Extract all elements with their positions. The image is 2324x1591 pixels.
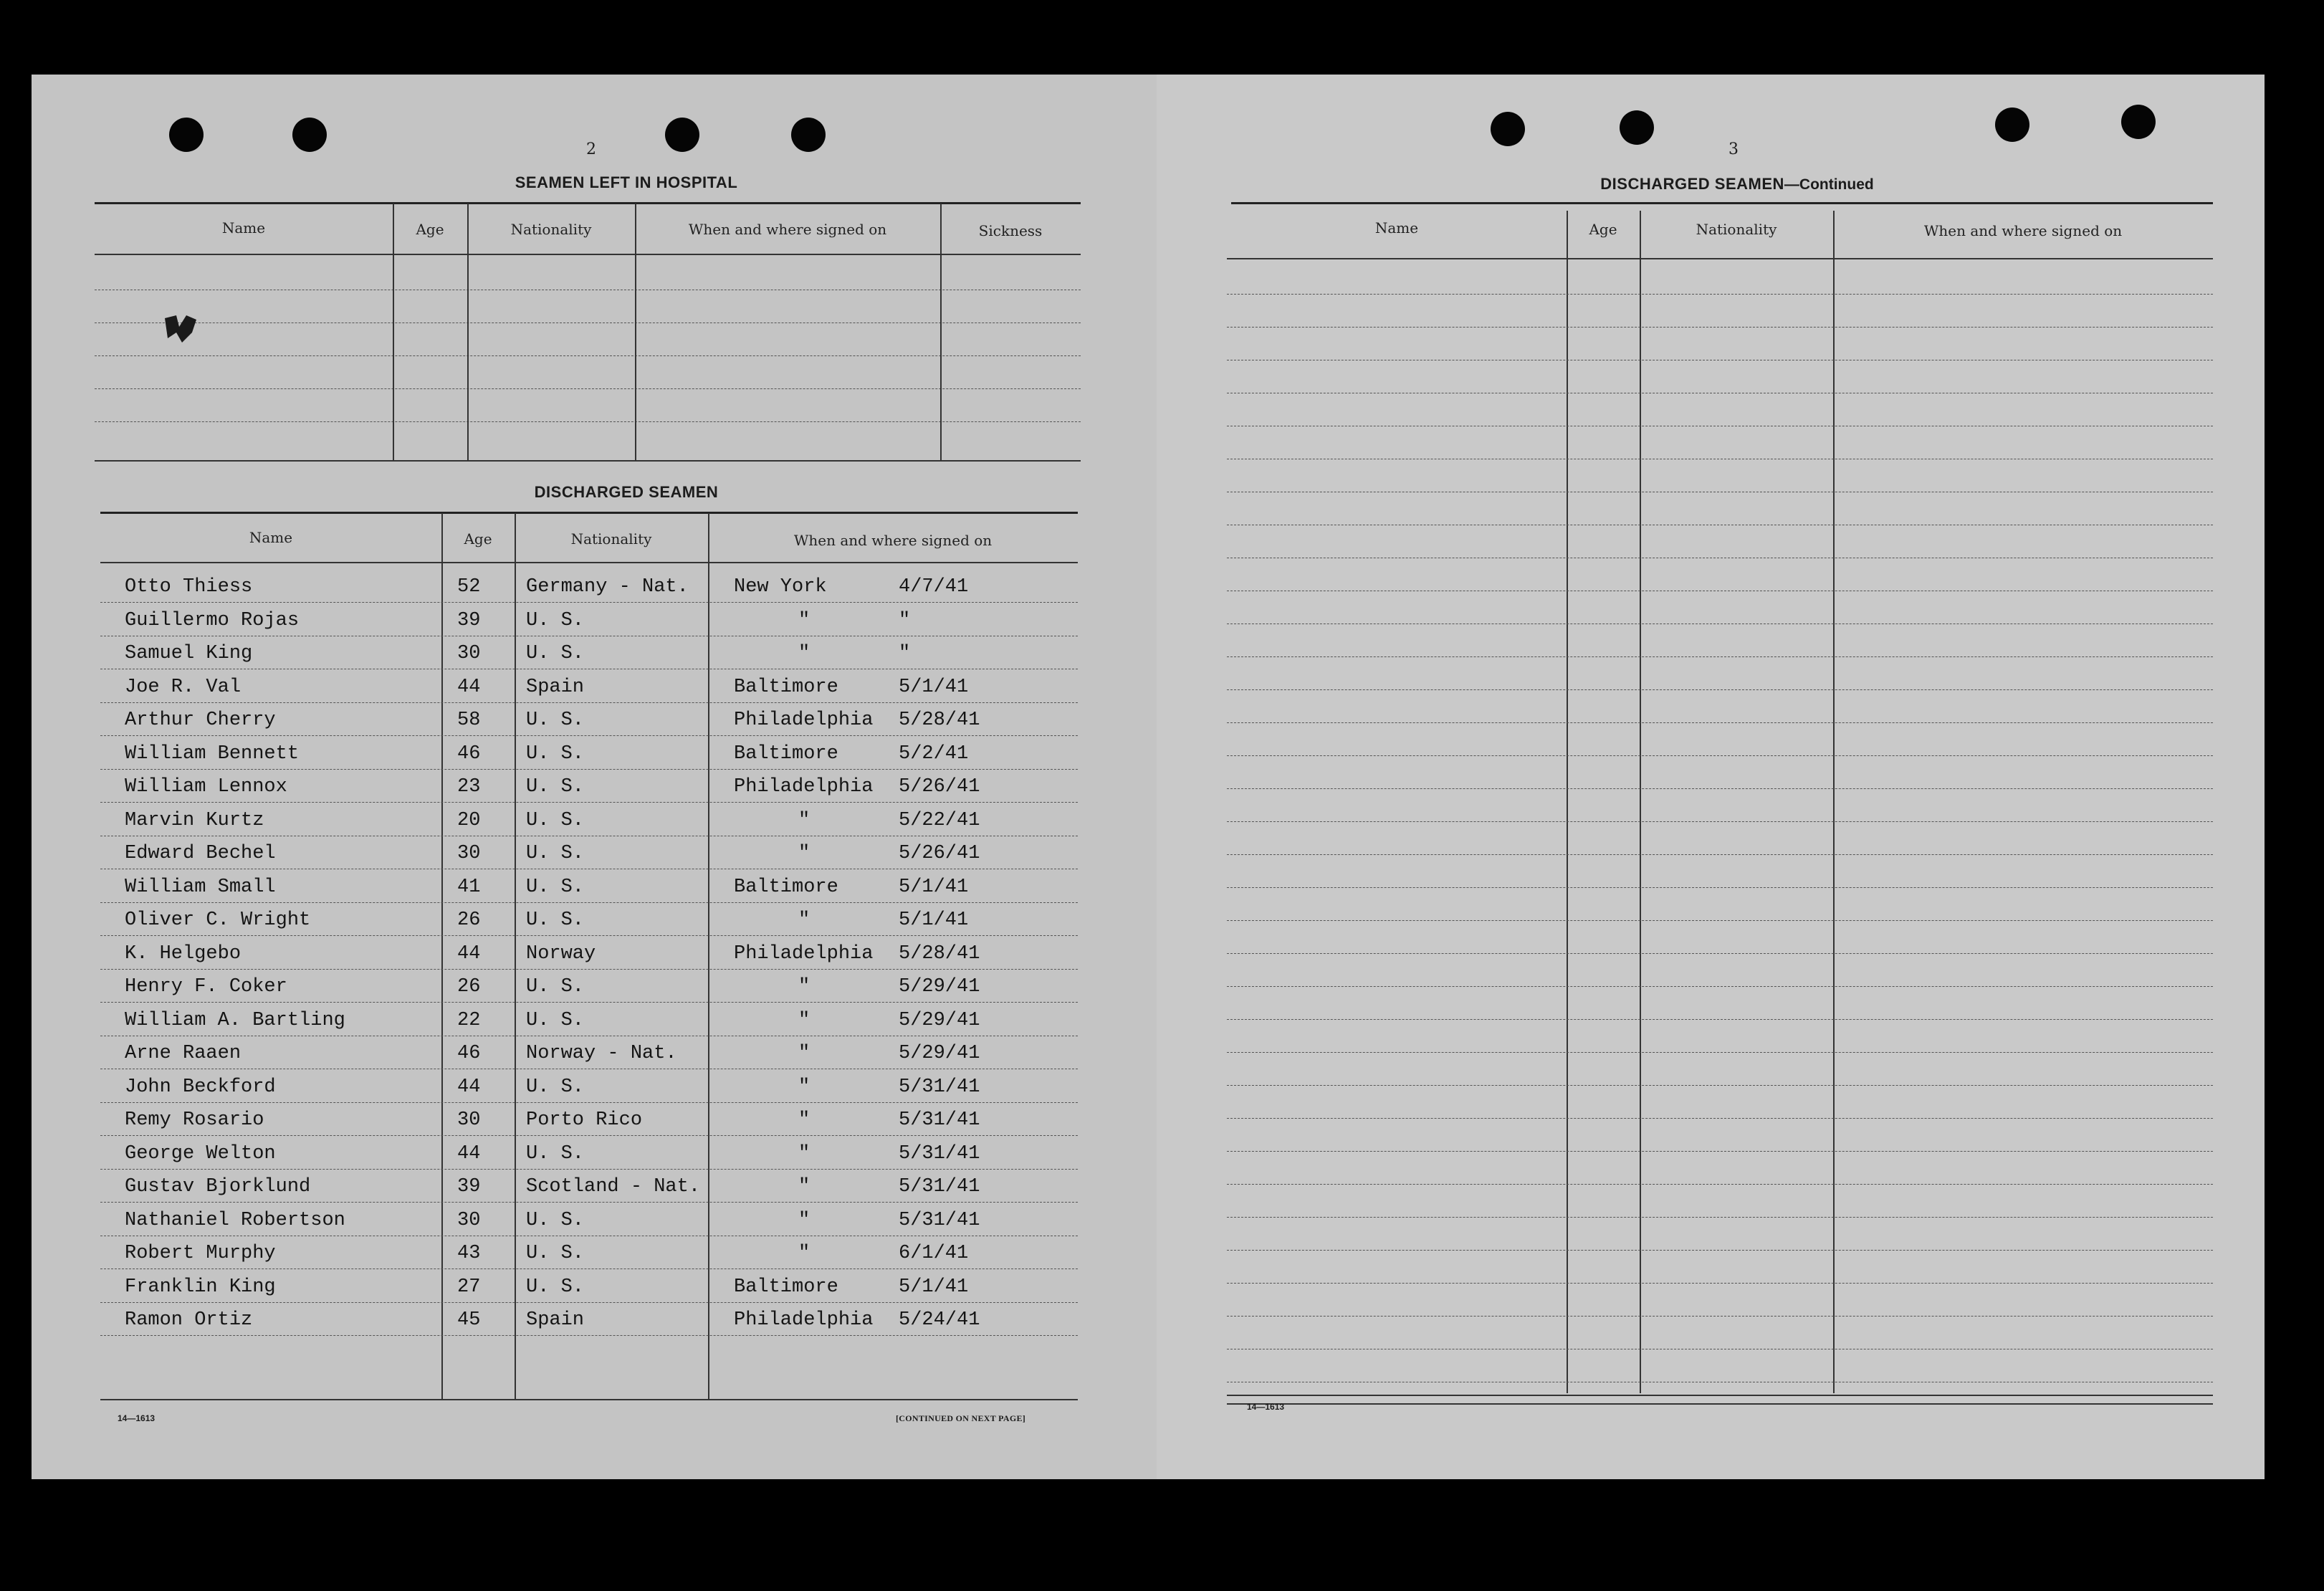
signed-on-place: "	[798, 1109, 810, 1131]
row-line	[1227, 788, 2213, 789]
form-code: 14—1613	[118, 1413, 156, 1423]
continued-col-signed-on: When and where signed on	[1923, 222, 2123, 239]
seaman-name: William Lennox	[125, 776, 287, 798]
signed-on-date: "	[899, 643, 911, 664]
seaman-name: Otto Thiess	[125, 576, 253, 598]
signed-on-place: "	[798, 1143, 810, 1165]
row-line	[1227, 1217, 2213, 1218]
punch-hole	[1620, 110, 1654, 145]
seaman-nationality: Porto Rico	[526, 1109, 643, 1131]
hospital-col-signed-on: When and where signed on	[688, 221, 887, 238]
seaman-nationality: U. S.	[526, 776, 585, 798]
seaman-nationality: Spain	[526, 1309, 585, 1331]
continued-col-name: Name	[1374, 219, 1419, 236]
seaman-name: Gustav Bjorklund	[125, 1176, 311, 1198]
signed-on-place: "	[798, 1176, 810, 1198]
seaman-age: 30	[457, 1210, 481, 1231]
seaman-name: Nathaniel Robertson	[125, 1210, 345, 1231]
seaman-nationality: U. S.	[526, 1143, 585, 1165]
signed-on-date: 5/1/41	[899, 876, 969, 898]
seaman-nationality: U. S.	[526, 1243, 585, 1264]
seaman-age: 45	[457, 1309, 481, 1331]
seaman-name: Joe R. Val	[125, 677, 242, 698]
seaman-nationality: U. S.	[526, 1010, 585, 1031]
title-continued: —Continued	[1784, 176, 1874, 193]
signed-on-place: Baltimore	[734, 743, 838, 765]
seaman-nationality: Norway	[526, 943, 596, 965]
hospital-col-age: Age	[416, 221, 444, 238]
discharged-continued-title	[1458, 175, 2017, 194]
seaman-name: Ramon Ortiz	[125, 1309, 253, 1331]
seaman-age: 44	[457, 1143, 481, 1165]
seaman-age: 22	[457, 1010, 481, 1031]
seaman-name: Arthur Cherry	[125, 710, 276, 731]
row-line	[1227, 656, 2213, 657]
seaman-name: Arne Raaen	[125, 1043, 242, 1064]
row-line	[1227, 1085, 2213, 1086]
seaman-name: William Bennett	[125, 743, 300, 765]
signed-on-place: Philadelphia	[734, 1309, 874, 1331]
signed-on-place: Baltimore	[734, 1276, 838, 1298]
hospital-col-name: Name	[221, 219, 266, 236]
seaman-nationality: Norway - Nat.	[526, 1043, 677, 1064]
signed-on-date: "	[899, 610, 911, 631]
seaman-age: 46	[457, 743, 481, 765]
seaman-age: 30	[457, 843, 481, 864]
hospital-col-nationality: Nationality	[510, 221, 592, 238]
seaman-nationality: U. S.	[526, 610, 585, 631]
seaman-name: K. Helgebo	[125, 943, 242, 965]
signed-on-date: 5/31/41	[899, 1210, 980, 1231]
seaman-nationality: Spain	[526, 677, 585, 698]
signed-on-place: "	[798, 1210, 810, 1231]
seaman-name: Oliver C. Wright	[125, 909, 311, 931]
signed-on-place: "	[798, 843, 810, 864]
seaman-age: 27	[457, 1276, 481, 1298]
row-line	[1227, 1151, 2213, 1152]
discharged-col-age: Age	[464, 530, 492, 548]
seaman-name: Franklin King	[125, 1276, 276, 1298]
row-line	[1227, 1118, 2213, 1119]
discharged-col-signed-on: When and where signed on	[793, 532, 993, 549]
row-line	[1227, 1019, 2213, 1020]
seaman-age: 30	[457, 643, 481, 664]
row-line	[1227, 1250, 2213, 1251]
seaman-age: 39	[457, 1176, 481, 1198]
row-line	[1227, 755, 2213, 756]
signed-on-place: "	[798, 1043, 810, 1064]
seaman-age: 30	[457, 1109, 481, 1131]
signed-on-place: "	[798, 1076, 810, 1098]
signed-on-date: 6/1/41	[899, 1243, 969, 1264]
punch-hole	[665, 118, 699, 152]
seaman-age: 23	[457, 776, 481, 798]
seaman-nationality: U. S.	[526, 843, 585, 864]
seaman-name: George Welton	[125, 1143, 276, 1165]
seaman-nationality: U. S.	[526, 876, 585, 898]
signed-on-place: Philadelphia	[734, 710, 874, 731]
page-number: 3	[1728, 140, 1739, 158]
signed-on-date: 5/28/41	[899, 943, 980, 965]
seaman-name: Henry F. Coker	[125, 976, 287, 998]
discharged-section-title: DISCHARGED SEAMEN	[534, 483, 719, 501]
left-page	[32, 75, 1165, 1479]
row-line	[1227, 920, 2213, 921]
seaman-name: Marvin Kurtz	[125, 810, 264, 831]
row-line	[1227, 1052, 2213, 1053]
seaman-age: 44	[457, 943, 481, 965]
row-line	[1227, 953, 2213, 954]
seaman-nationality: U. S.	[526, 1210, 585, 1231]
seaman-age: 26	[457, 976, 481, 998]
signed-on-date: 4/7/41	[899, 576, 969, 598]
signed-on-place: "	[798, 1243, 810, 1264]
signed-on-date: 5/22/41	[899, 810, 980, 831]
seaman-age: 44	[457, 1076, 481, 1098]
continued-note: [CONTINUED ON NEXT PAGE]	[896, 1413, 1026, 1423]
seaman-age: 41	[457, 876, 481, 898]
punch-hole	[1995, 108, 2029, 142]
hospital-section-title: SEAMEN LEFT IN HOSPITAL	[515, 173, 738, 191]
signed-on-date: 5/31/41	[899, 1176, 980, 1198]
row-line	[1227, 1283, 2213, 1284]
seaman-nationality: U. S.	[526, 643, 585, 664]
seaman-nationality: U. S.	[526, 810, 585, 831]
seaman-name: Robert Murphy	[125, 1243, 276, 1264]
seaman-age: 58	[457, 710, 481, 731]
signed-on-date: 5/31/41	[899, 1076, 980, 1098]
seaman-age: 20	[457, 810, 481, 831]
row-line	[1227, 1184, 2213, 1185]
signed-on-date: 5/28/41	[899, 710, 980, 731]
seaman-age: 44	[457, 677, 481, 698]
seaman-age: 43	[457, 1243, 481, 1264]
seaman-name: Samuel King	[125, 643, 253, 664]
punch-hole	[292, 118, 327, 152]
row-line	[1227, 722, 2213, 723]
seaman-age: 52	[457, 576, 481, 598]
seaman-name: Edward Bechel	[125, 843, 276, 864]
signed-on-place: "	[798, 643, 810, 664]
seaman-name: Guillermo Rojas	[125, 610, 300, 631]
seaman-name: Remy Rosario	[125, 1109, 264, 1131]
seaman-nationality: Germany - Nat.	[526, 576, 689, 598]
row-line	[1227, 854, 2213, 855]
seaman-name: William A. Bartling	[125, 1010, 345, 1031]
punch-hole	[2121, 105, 2156, 139]
signed-on-date: 5/29/41	[899, 1043, 980, 1064]
title-main: DISCHARGED SEAMEN	[1600, 175, 1784, 193]
punch-hole	[169, 118, 204, 152]
signed-on-place: "	[798, 976, 810, 998]
seaman-nationality: U. S.	[526, 1276, 585, 1298]
seaman-nationality: U. S.	[526, 976, 585, 998]
seaman-age: 26	[457, 909, 481, 931]
right-page	[1157, 75, 2265, 1479]
discharged-col-name: Name	[249, 529, 293, 546]
row-line	[1227, 887, 2213, 888]
continued-col-age: Age	[1589, 221, 1617, 238]
punch-hole	[1491, 112, 1525, 146]
row-line	[1227, 689, 2213, 690]
row-line	[1227, 1316, 2213, 1317]
signed-on-place: "	[798, 810, 810, 831]
row-line	[1227, 986, 2213, 987]
seaman-nationality: U. S.	[526, 743, 585, 765]
signed-on-place: Philadelphia	[734, 943, 874, 965]
seaman-nationality: Scotland - Nat.	[526, 1176, 701, 1198]
signed-on-date: 5/29/41	[899, 1010, 980, 1031]
discharged-col-nationality: Nationality	[570, 530, 652, 548]
seaman-nationality: U. S.	[526, 710, 585, 731]
signed-on-date: 5/31/41	[899, 1143, 980, 1165]
signed-on-date: 5/1/41	[899, 677, 969, 698]
punch-hole	[791, 118, 826, 152]
row-line	[1227, 294, 2213, 295]
signed-on-date: 5/29/41	[899, 976, 980, 998]
row-line	[1227, 327, 2213, 328]
seaman-nationality: U. S.	[526, 1076, 585, 1098]
seaman-nationality: U. S.	[526, 909, 585, 931]
signed-on-place: Baltimore	[734, 677, 838, 698]
signed-on-place: New York	[734, 576, 827, 598]
signed-on-date: 5/1/41	[899, 1276, 969, 1298]
seaman-name: John Beckford	[125, 1076, 276, 1098]
signed-on-place: Baltimore	[734, 876, 838, 898]
signed-on-date: 5/1/41	[899, 909, 969, 931]
page-number: 2	[586, 140, 596, 158]
ink-smudge	[161, 311, 204, 347]
signed-on-date: 5/24/41	[899, 1309, 980, 1331]
signed-on-date: 5/26/41	[899, 776, 980, 798]
signed-on-date: 5/31/41	[899, 1109, 980, 1131]
signed-on-date: 5/26/41	[899, 843, 980, 864]
continued-col-nationality: Nationality	[1696, 221, 1777, 238]
signed-on-place: "	[798, 909, 810, 931]
seaman-age: 46	[457, 1043, 481, 1064]
signed-on-place: Philadelphia	[734, 776, 874, 798]
signed-on-place: "	[798, 610, 810, 631]
seaman-name: William Small	[125, 876, 276, 898]
seaman-age: 39	[457, 610, 481, 631]
signed-on-date: 5/2/41	[899, 743, 969, 765]
row-line	[1227, 821, 2213, 822]
form-code: 14—1613	[1247, 1402, 1285, 1412]
hospital-col-sickness: Sickness	[978, 222, 1043, 239]
signed-on-place: "	[798, 1010, 810, 1031]
